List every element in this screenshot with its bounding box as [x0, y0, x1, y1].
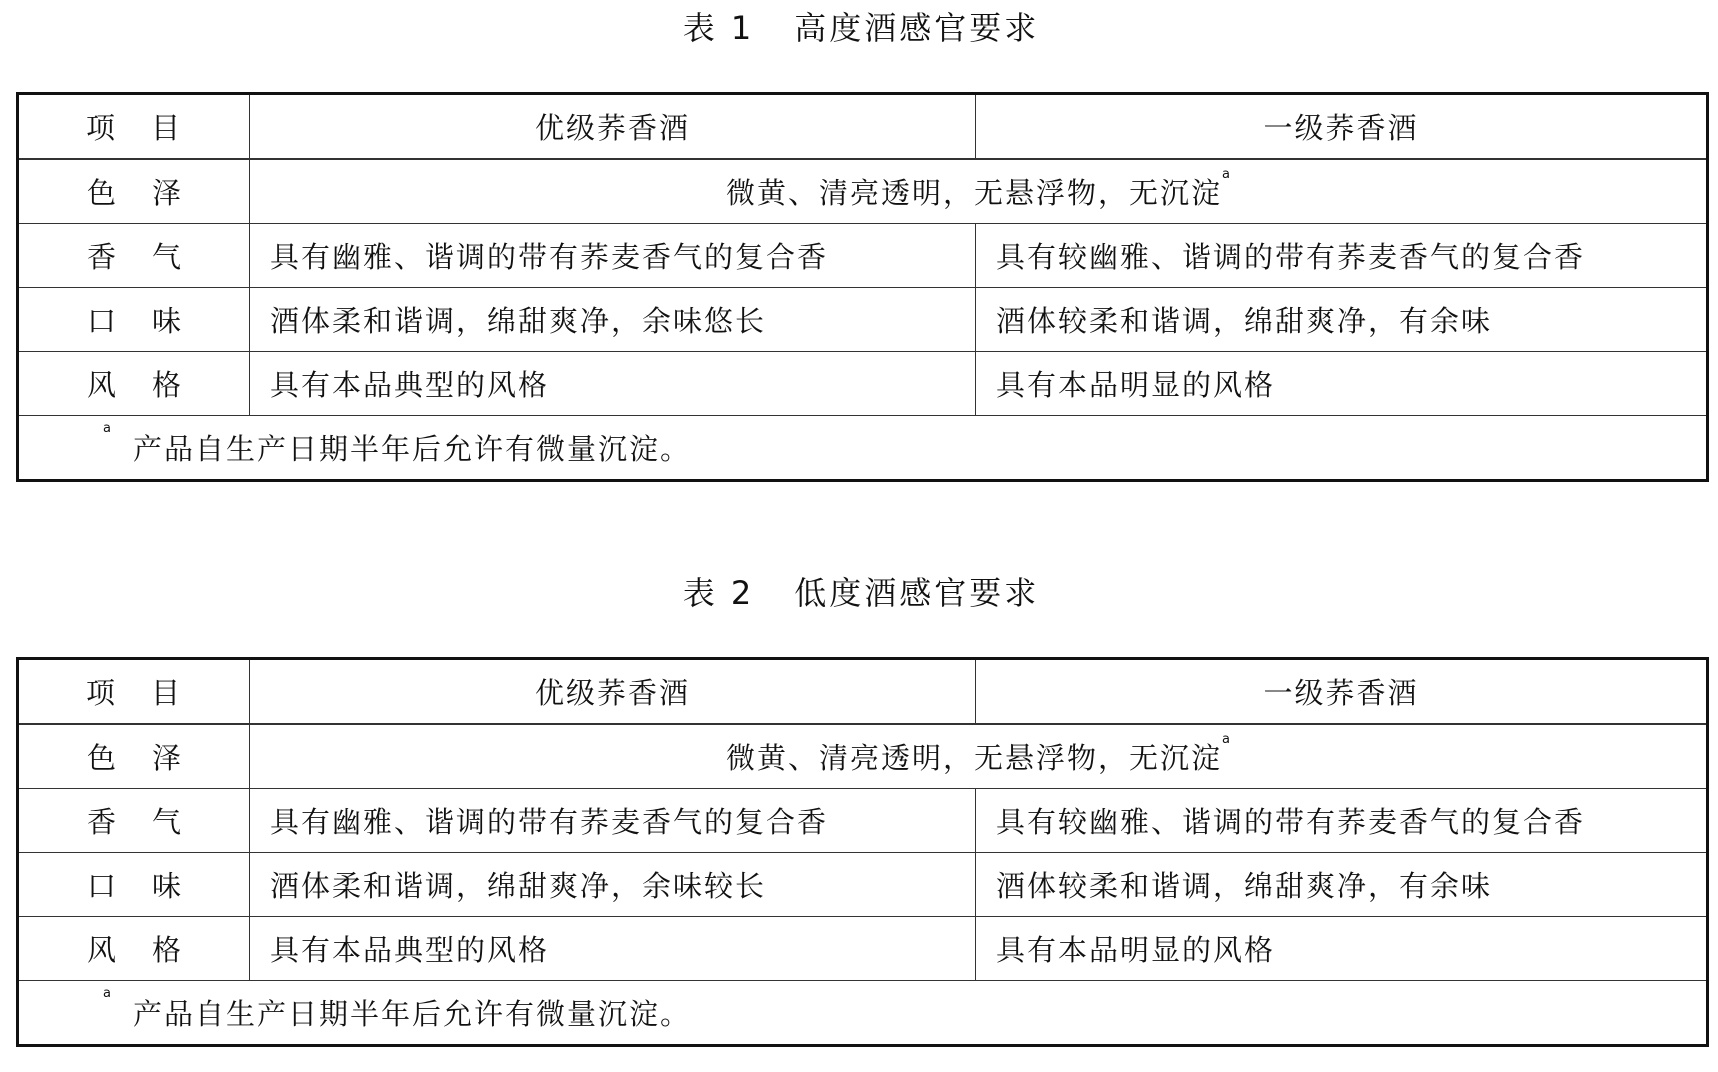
table-1-title	[16, 0, 1706, 56]
footnote-text: 产品自生产日期半年后允许有微量沉淀。	[132, 432, 691, 466]
table-2-title	[16, 565, 1706, 621]
cell-taste-premium: 酒体柔和谐调，绵甜爽净，余味较长	[250, 853, 976, 917]
table-row	[18, 94, 1708, 160]
cell-aroma-premium: 具有幽雅、谐调的带有荞麦香气的复合香	[250, 224, 976, 288]
cell-color-both	[250, 159, 1708, 224]
footnote-mark: a	[1222, 732, 1230, 747]
table-row	[18, 416, 1708, 481]
row-label-color: 色 泽	[18, 724, 250, 789]
cell-aroma-first: 具有较幽雅、谐调的带有荞麦香气的复合香	[976, 224, 1708, 288]
row-label-taste: 口 味	[18, 853, 250, 917]
table-row	[18, 853, 1708, 917]
table-1-number: 表 1	[682, 9, 755, 47]
row-label-taste: 口 味	[18, 288, 250, 352]
cell-taste-first: 酒体较柔和谐调，绵甜爽净，有余味	[976, 288, 1708, 352]
header-first: 一级荞香酒	[976, 94, 1708, 160]
cell-taste-first: 酒体较柔和谐调，绵甜爽净，有余味	[976, 853, 1708, 917]
table-footnote	[18, 416, 1708, 481]
table-row	[18, 159, 1708, 224]
cell-aroma-first: 具有较幽雅、谐调的带有荞麦香气的复合香	[976, 789, 1708, 853]
table-row	[18, 288, 1708, 352]
footnote-text: 产品自生产日期半年后允许有微量沉淀。	[132, 997, 691, 1031]
table-row	[18, 224, 1708, 288]
cell-style-first: 具有本品明显的风格	[976, 917, 1708, 981]
cell-aroma-premium: 具有幽雅、谐调的带有荞麦香气的复合香	[250, 789, 976, 853]
header-item: 项 目	[18, 94, 250, 160]
table-2-number: 表 2	[682, 574, 755, 612]
table-row	[18, 724, 1708, 789]
table-2	[16, 657, 1709, 1047]
table-row	[18, 352, 1708, 416]
table-1-block	[16, 0, 1706, 482]
cell-style-first: 具有本品明显的风格	[976, 352, 1708, 416]
cell-taste-premium: 酒体柔和谐调，绵甜爽净，余味悠长	[250, 288, 976, 352]
row-label-style: 风 格	[18, 917, 250, 981]
cell-style-premium: 具有本品典型的风格	[250, 917, 976, 981]
cell-color-text: 微黄、清亮透明，无悬浮物，无沉淀	[726, 741, 1223, 775]
table-1	[16, 92, 1709, 482]
table-row	[18, 981, 1708, 1046]
table-2-block	[16, 565, 1706, 1047]
table-1-title-text: 高度酒感官要求	[794, 9, 1040, 47]
header-premium: 优级荞香酒	[250, 659, 976, 725]
row-label-color: 色 泽	[18, 159, 250, 224]
table-row	[18, 917, 1708, 981]
cell-color-text: 微黄、清亮透明，无悬浮物，无沉淀	[726, 176, 1223, 210]
header-item: 项 目	[18, 659, 250, 725]
footnote-mark: a	[103, 986, 113, 1001]
row-label-style: 风 格	[18, 352, 250, 416]
table-row	[18, 789, 1708, 853]
cell-color-both	[250, 724, 1708, 789]
table-footnote	[18, 981, 1708, 1046]
header-premium: 优级荞香酒	[250, 94, 976, 160]
row-label-aroma: 香 气	[18, 789, 250, 853]
footnote-mark: a	[1222, 167, 1230, 182]
header-first: 一级荞香酒	[976, 659, 1708, 725]
cell-style-premium: 具有本品典型的风格	[250, 352, 976, 416]
footnote-mark: a	[103, 421, 113, 436]
table-row	[18, 659, 1708, 725]
table-2-title-text: 低度酒感官要求	[794, 574, 1040, 612]
row-label-aroma: 香 气	[18, 224, 250, 288]
